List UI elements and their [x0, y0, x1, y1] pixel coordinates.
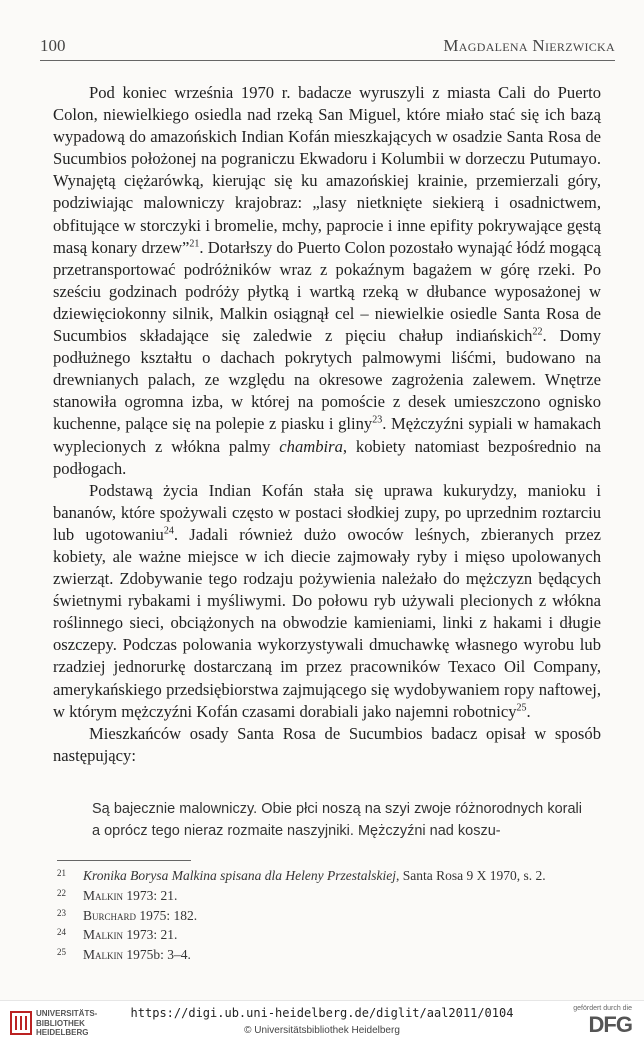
footnote-mark: 23 — [57, 907, 66, 918]
footnote-24 — [57, 925, 597, 945]
footnote-25 — [57, 945, 597, 965]
footnotes — [57, 866, 597, 965]
library-line: UNIVERSITÄTS- — [36, 1009, 98, 1018]
text-span: . Jadali również dużo owoców leśnych, zbieranych przez kobiety, ale ważne miejsce w ich diecie zajmowały ryby i mięso upolowanych zwierząt. Zdobywanie tego rodzaju pożywienia należało do mężczyzn będących świetnymi rybakami i myśliwymi. Do połowu ryb używali plecionych z włókna roślinnego sieci, obciążonych na obwodzie kamieniami, linki z hakami i długie oszczepy. Podczas polowania wykorzystywali dmuchawkę własnego wyrobu lub rzadziej jednorurkę dostarczaną im przez pracowników Texaco Oil Company, amerykańskiego przedsiębiorstwa zajmującego się wydobywaniem ropy naftowej, w którym mężczyźni Kofán czasami dorabiali jako najemni robotnicy — [53, 524, 602, 721]
page-number: 100 — [40, 36, 66, 55]
footnote-ref-21[interactable]: 21 — [189, 238, 200, 250]
viewer-footer — [0, 1000, 644, 1045]
text-span: . Dotarłszy do Puerto Colon pozostało wynająć łódź mogącą przetransportować podróżników wraz z pokaźnym bagażem w górę rzeki. Po sześciu godzinach podróży płytką i wartką rzeką w dłubance wyposażonej w dziewięciokonny silnik, Malkin osiągnął cel – niewielkie osiedle Santa Rosa de Sucumbios składające się zaledwie z pięciu chałup indiańskich — [53, 237, 601, 346]
copyright-notice: © Universitätsbibliothek Heidelberg — [244, 1025, 400, 1036]
footnote-mark: 21 — [57, 868, 66, 878]
footnote-text: 1973: 21. — [123, 887, 178, 903]
footnote-ref-22[interactable]: 22 — [532, 326, 543, 338]
running-head-author: Magdalena Nierzwicka — [443, 36, 615, 55]
footnote-ref-25[interactable]: 25 — [516, 702, 527, 714]
footnote-text: 1973: 21. — [123, 927, 178, 943]
funder-note: gefördert durch die — [573, 1005, 632, 1012]
footnote-rule — [57, 860, 191, 861]
library-line: BIBLIOTHEK — [36, 1018, 85, 1028]
quote-text: Są bajecznie malowniczy. Obie płci noszą na szyi zwoje różnorodnych korali a oprócz tego nieraz rozmaite naszyjniki. Mężczyźni nad koszu- — [92, 801, 582, 839]
text-span: . Domy podłużnego kształtu o dachach pokrytych palmowymi liśćmi, budowano na drewnianych palach, ze względu na okresowe zagrożenia zalewem. Wnętrze stanowiła ogromna izba, w której na pomoście z desek umieszczono ognisko kuchenne, palące się na polepie z piasku i gliny — [53, 326, 602, 434]
dfg-logo-text: DFG — [588, 1012, 632, 1037]
block-quote — [92, 798, 582, 842]
footnote-author: Burchard — [83, 907, 137, 923]
paragraph-3: Mieszkańców osady Santa Rosa de Sucumbios badacz opisał w sposób następujący: — [53, 723, 601, 765]
footnote-ref-24[interactable]: 24 — [163, 525, 174, 537]
footnote-text: 1975: 182. — [136, 907, 198, 923]
footnote-author: Malkin — [83, 927, 123, 943]
footnote-title: Kronika Borysa Malkina spisana dla Heleny Przestalskiej — [83, 868, 396, 883]
footnote-mark: 24 — [57, 927, 66, 938]
permalink[interactable]: https://digi.ub.uni-heidelberg.de/diglit/aal2011/0104 — [130, 1006, 514, 1020]
text-span: Pod koniec września 1970 r. badacze wyruszyli z miasta Cali do Puerto Colon, niewielkiego osiedla nad rzeką San Miguel, które miało stać się ich bazą wypadową do amazońskich Indian Kofán mieszkających w osadzie Santa Rosa de Sucumbios położonej na pograniczu Ekwadoru i Kolumbii w dorzeczu Putumayo. Wynajętą ciężarówką, kierując się ku amazońskiej krainie, przemierzali góry, podziwiając malowniczy krajobraz: „lasy nietknięte siekierą i osadnictwem, obfitujące w storczyki i bromelie, mchy, paprocie i inne epifity pokrywające gęstą masą konary drzew” — [53, 83, 601, 257]
text-span: . — [526, 701, 531, 721]
footnote-22 — [57, 886, 597, 906]
running-header — [40, 36, 615, 60]
footnote-23 — [57, 906, 597, 926]
footnote-author: Malkin — [83, 887, 123, 903]
text-span: Podstawą życia Indian Kofán stała się uprawa kukurydzy, manioku i bananów, które spożywali często w postaci słodkiej zupy, po uprzednim roztarciu lub ugotowaniu — [53, 480, 601, 544]
text-span: . Mężczyźni sypiali w hamakach wyplecionych z włókna palmy — [53, 414, 601, 456]
footnote-21 — [57, 866, 597, 886]
library-line: HEIDELBERG — [36, 1028, 89, 1037]
footnote-text: 1975b: 3–4. — [123, 947, 191, 963]
footnote-text: , Santa Rosa 9 X 1970, s. 2. — [395, 868, 546, 883]
footnote-mark: 25 — [57, 947, 66, 958]
footnote-mark: 22 — [57, 887, 66, 898]
main-text — [53, 82, 601, 767]
paragraph-1 — [53, 82, 601, 480]
footnote-ref-23[interactable]: 23 — [372, 414, 383, 426]
paragraph-2 — [53, 480, 601, 723]
italic-term: chambira — [279, 436, 343, 456]
text-span: , kobiety natomiast bezpośrednio na podłogach. — [53, 436, 601, 478]
funder-logo[interactable] — [556, 1005, 632, 1041]
footnote-author: Malkin — [83, 947, 123, 963]
header-rule — [40, 60, 615, 61]
